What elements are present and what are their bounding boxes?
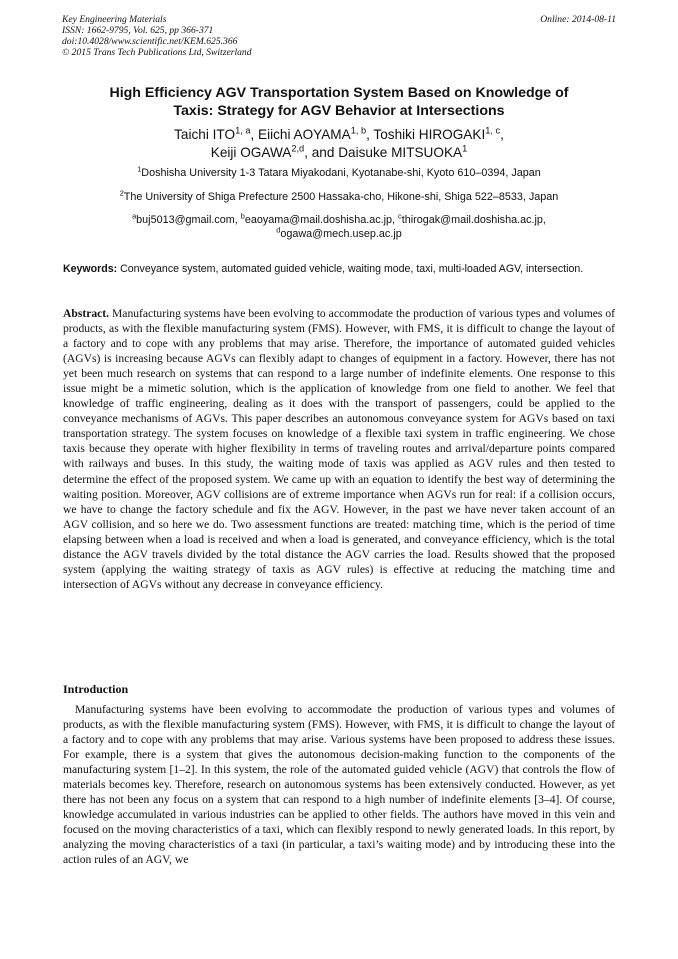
abstract-label: Abstract.	[63, 307, 110, 320]
email: $^b$eaoyama@mail.doshisha.ac.jp,	[240, 211, 399, 226]
abstract-text: Manufacturing systems have been evolving to accommodate the production of various types and volumes of products, as with the flexible manufacturing system (FMS). However, with FMS, it is difficult to change the layout of a factory and to cope with any problems that may arise. Therefore, the importance of automated guided vehicles (AGVs) is increasing because AGVs can flexibly adapt to changes of equipment in a factory. However, there has not yet been much research on systems that can respond to a large number of indefinite elements. One response to this issue might be a mimetic solution, which is the application of knowledge from one field to another. We feel that knowledge of traffic engineering, dealing as it does with the transport of passengers, could be applied to the conveyance mechanisms of AGVs. This paper describes an autonomous conveyance system for AGVs based on taxi transportation strategy. The system focuses on knowledge of a flexible taxi system in traffic engineering. We chose taxis because they operate with higher flexibility in terms of traveling routes and arrival/departure points compared with railways and buses. In this study, the waiting mode of taxis was applied as AGV rules and then tested to determine the effect of the proposed system. We came up with an equation to identify the best way of determining the waiting position. Moreover, AGV collisions are of extreme importance when AGVs run for real: if a collision occurs, we have to change the factory schedule and fix the AGV. However, in the past we have never taken account of an AGV collision, and so here we do. Two assessment functions are treated: matching time, which is the period of time elapsing between when a load is received and when a load is generated, and conveyance efficiency, which is the total distance the AGV travels divided by the total distance the AGV carries the load. Results showed that the proposed system (applying the waiting strategy of taxis as AGV rules) is effective at reducing the matching time and intersection of AGVs without any decrease in conveyance efficiency.	[63, 307, 615, 591]
introduction-paragraph: Manufacturing systems have been evolving to accommodate the production of various types and volumes of products, as with the flexible manufacturing system (FMS). However, with FMS, it is difficult to change the layout of a factory and to cope with any problems that may arise. Various systems have been proposed to address these issues. For example, there is a system that gives the autonomous decision-making function to the components of the manufacturing system [1–2]. In this system, the role of the automated guided vehicle (AGV) that controls the flow of materials becomes key. Therefore, research on autonomous systems has been extensively conducted. However, as yet there has not been any focus on a system that can respond to a high number of indefinite elements [3–4]. Of course, knowledge accumulated in various industries can be applied to other fields. The authors have moved in this vein and focused on the moving characteristics of a taxi, which can flexibly respond to newly generated loads. In this report, by analyzing the moving characteristics of a taxi (in particular, a taxi’s waiting mode) and by introducing these into the action rules of an AGV, we	[63, 703, 615, 867]
section-heading-introduction: Introduction	[63, 682, 129, 696]
author-list	[60, 126, 618, 162]
online-date: Online: 2014-08-11	[540, 14, 616, 25]
title-line-1: High Efficiency AGV Transportation System Based on Knowledge of	[109, 85, 569, 101]
author: Toshiki HIROGAKI$^{1, c}$,	[373, 125, 504, 142]
author: Keiji OGAWA$^{2,d}$, and	[210, 143, 339, 160]
author: Eiichi AOYAMA$^{1, b}$,	[258, 125, 374, 142]
issn-line: ISSN: 1662-9795, Vol. 625, pp 366-371	[62, 25, 214, 36]
email-list	[40, 213, 638, 241]
email: $^d$ogawa@mech.usep.ac.jp	[276, 225, 402, 240]
abstract	[63, 306, 615, 592]
keywords-text: Conveyance system, automated guided vehicle, waiting mode, taxi, multi-loaded AGV, intersection.	[120, 263, 584, 275]
title-line-2: Taxis: Strategy for AGV Behavior at Intersections	[173, 103, 505, 119]
page-header	[62, 14, 616, 58]
affiliation-1: $^1$Doshisha University 1-3 Tatara Miyakodani, Kyotanabe-shi, Kyoto 610–0394, Japan	[137, 164, 541, 179]
keywords	[63, 262, 615, 276]
paper-title	[60, 84, 618, 120]
journal-name: Key Engineering Materials	[62, 14, 167, 25]
copyright-line: © 2015 Trans Tech Publications Ltd, Switzerland	[62, 47, 252, 58]
author: Daisuke MITSUOKA$^1$	[338, 143, 468, 160]
email: $^a$buj5013@gmail.com,	[132, 211, 241, 226]
keywords-label: Keywords:	[63, 263, 118, 275]
doi-line: doi:10.4028/www.scientific.net/KEM.625.366	[62, 36, 238, 47]
author: Taichi ITO$^{1, a}$,	[174, 125, 259, 142]
affiliation-2: $^2$The University of Shiga Prefecture 2500 Hassaka-cho, Hikone-shi, Shiga 522–8533, Japan	[119, 188, 559, 203]
email: $^c$thirogak@mail.doshisha.ac.jp,	[398, 211, 546, 226]
